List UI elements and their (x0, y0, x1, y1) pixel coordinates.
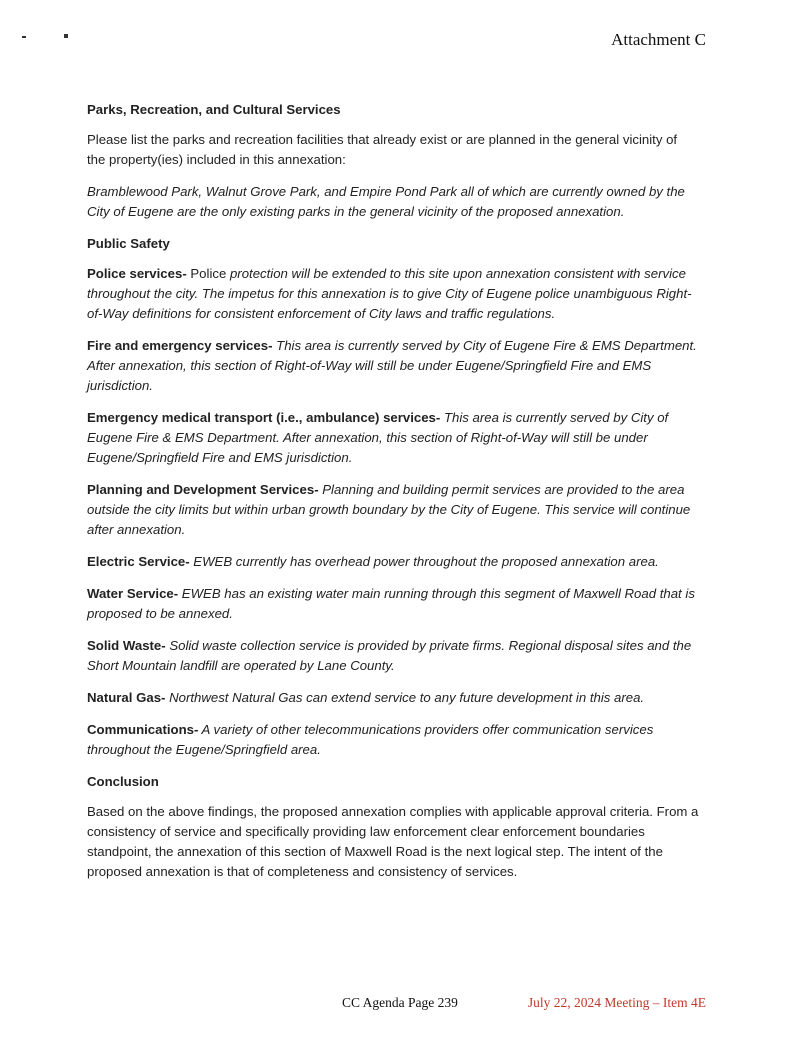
planning-label: Planning and Development Services- (87, 482, 319, 497)
ambulance-label: Emergency medical transport (i.e., ambulance) services- (87, 410, 441, 425)
meeting-item-label: July 22, 2024 Meeting – Item 4E (527, 995, 706, 1010)
fire-text: This area is currently served by City of Eugene Fire & EMS Department. After annexation, this section of Right-of-Way will still be under Eugene/Springfield Fire and EMS jurisdiction. (87, 338, 697, 393)
waste-paragraph (87, 636, 699, 676)
police-paragraph (87, 264, 699, 324)
parks-prompt: Please list the parks and recreation facilities that already exist or are planned in the general vicinity of the property(ies) included in this annexation: (87, 132, 678, 167)
electric-paragraph (87, 552, 699, 572)
planning-paragraph (87, 480, 699, 540)
comms-paragraph (87, 720, 699, 760)
police-label: Police services- (87, 266, 187, 281)
ambulance-paragraph (87, 408, 699, 468)
police-lead: Police (186, 266, 227, 281)
water-label: Water Service- (87, 586, 179, 601)
fire-paragraph (87, 336, 699, 396)
parks-heading: Parks, Recreation, and Cultural Services (87, 102, 341, 117)
waste-label: Solid Waste- (87, 638, 166, 653)
police-text: protection will be extended to this site upon annexation consistent with service throughout the city. The impetus for this annexation is to give City of Eugene police unambiguous Right-of-Way definitions for consistent enforcement of City laws and traffic regulations. (87, 266, 692, 321)
fire-label: Fire and emergency services- (87, 338, 273, 353)
scan-mark-1 (22, 36, 26, 38)
attachment-label: Attachment C (611, 30, 706, 49)
gas-paragraph (87, 688, 699, 708)
conclusion-text: Based on the above findings, the proposed annexation complies with applicable approval criteria. From a consistency of service and specifically providing law enforcement clear enforcement boundaries standpoint, the annexation of this section of Maxwell Road is the next logical step. The intent of the proposed annexation is that of completeness and consistency of services. (87, 804, 699, 879)
parks-answer: Bramblewood Park, Walnut Grove Park, and Empire Pond Park all of which are currently owned by the City of Eugene are the only existing parks in the general vicinity of the proposed annexation. (87, 184, 685, 219)
water-paragraph (87, 584, 699, 624)
conclusion-heading: Conclusion (87, 774, 159, 789)
agenda-page-number: CC Agenda Page 239 (342, 995, 458, 1010)
water-text: EWEB has an existing water main running through this segment of Maxwell Road that is proposed to be annexed. (87, 586, 695, 621)
comms-label: Communications- (87, 722, 199, 737)
ambulance-text: This area is currently served by City of Eugene Fire & EMS Department. After annexation, this section of Right-of-Way will still be under Eugene/Springfield Fire and EMS jurisdiction. (87, 410, 669, 465)
document-body (87, 100, 699, 894)
comms-text: A variety of other telecommunications providers offer communication services throughout the Eugene/Springfield area. (87, 722, 654, 757)
electric-text: EWEB currently has overhead power throughout the proposed annexation area. (189, 554, 659, 569)
electric-label: Electric Service- (87, 554, 190, 569)
scan-mark-2 (64, 34, 68, 38)
waste-text: Solid waste collection service is provided by private firms. Regional disposal sites and the Short Mountain landfill are operated by Lane County. (87, 638, 692, 673)
public-safety-heading: Public Safety (87, 236, 170, 251)
gas-text: Northwest Natural Gas can extend service to any future development in this area. (165, 690, 645, 705)
gas-label: Natural Gas- (87, 690, 166, 705)
planning-text: Planning and building permit services are provided to the area outside the city limits but within urban growth boundary by the City of Eugene. This service will continue after annexation. (87, 482, 691, 537)
